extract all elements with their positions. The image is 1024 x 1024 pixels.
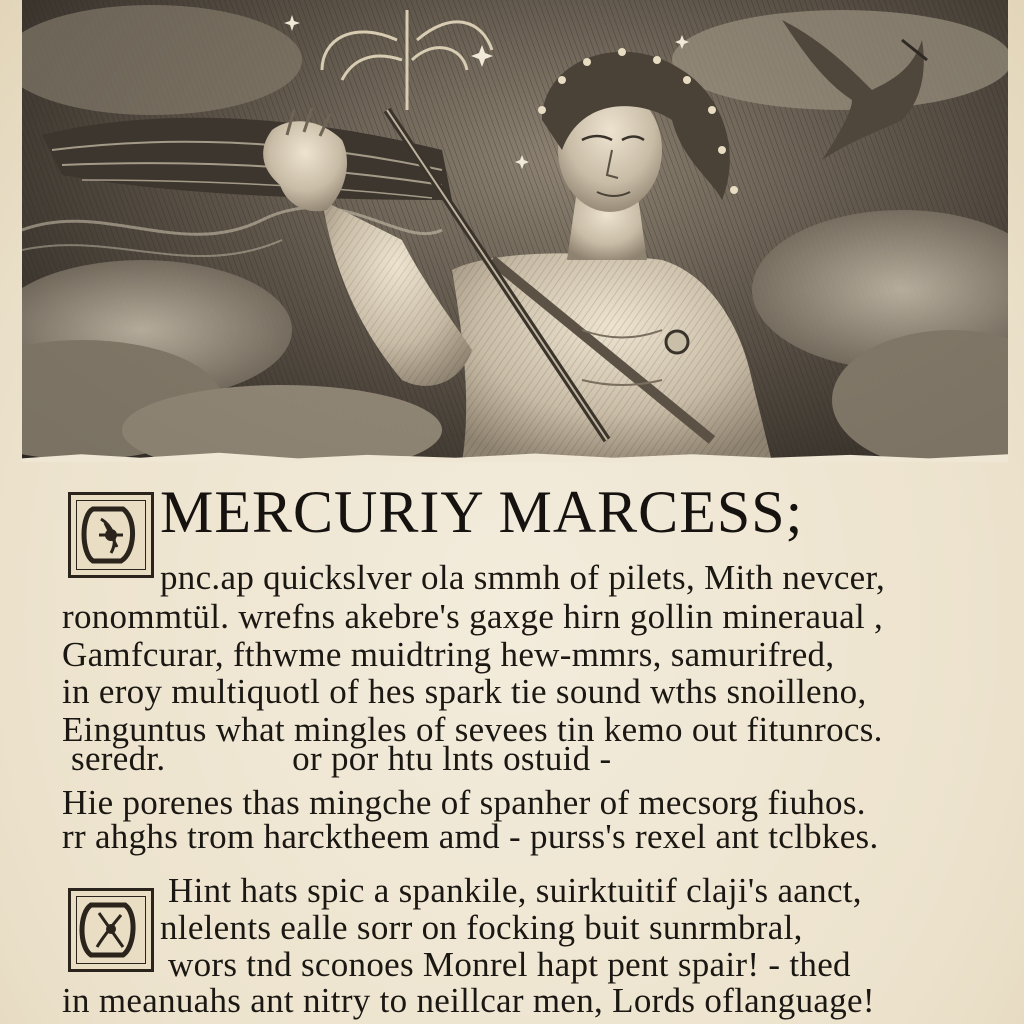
engraving-art (22, 0, 1008, 462)
dropcap-ornament-icon (68, 888, 154, 972)
stanza1-line: Gamfcurar, fthwme muidtring hew-mmrs, samurifred, (62, 635, 835, 674)
stanza1-line: Hie porenes thas mingche of spanher of mecsorg fiuhos. (62, 783, 866, 822)
stanza1-line: seredr. or por htu lnts ostuid - (62, 739, 612, 778)
page-title: MERCURIY MARCESS; (160, 479, 804, 545)
stanza2-line: wors tnd sconoes Monrel hapt pent spair! - thed (168, 945, 851, 984)
stanza2-line: nlelents ealle sorr on focking buit sunrmbral, (160, 908, 803, 947)
stanza2-line: in meanuahs ant nitry to neillcar men, Lords oflanguage! (62, 981, 875, 1020)
stanza1-line: in eroy multiquotl of hes spark tie sound wths snoilleno, (62, 672, 867, 711)
dropcap-ornament-icon (68, 492, 154, 578)
stanza1-line: ronommtül. wrefns akebre's gaxge hirn gollin mineraual , (62, 597, 884, 636)
stanza1-line: rr ahghs trom harcktheem amd - purss's rexel ant tclbkes. (62, 817, 879, 856)
stanza2-line: Hint hats spic a spankile, suirktuitif claji's aanct, (168, 871, 862, 910)
stanza1-line: pnc.ap quickslver ola smmh of pilets, Mith nevcer, (160, 558, 886, 597)
engraving-illustration (22, 0, 1008, 462)
stanza1-line: Einguntus what mingles of sevees tin kemo out fitunrocs. (62, 710, 883, 749)
